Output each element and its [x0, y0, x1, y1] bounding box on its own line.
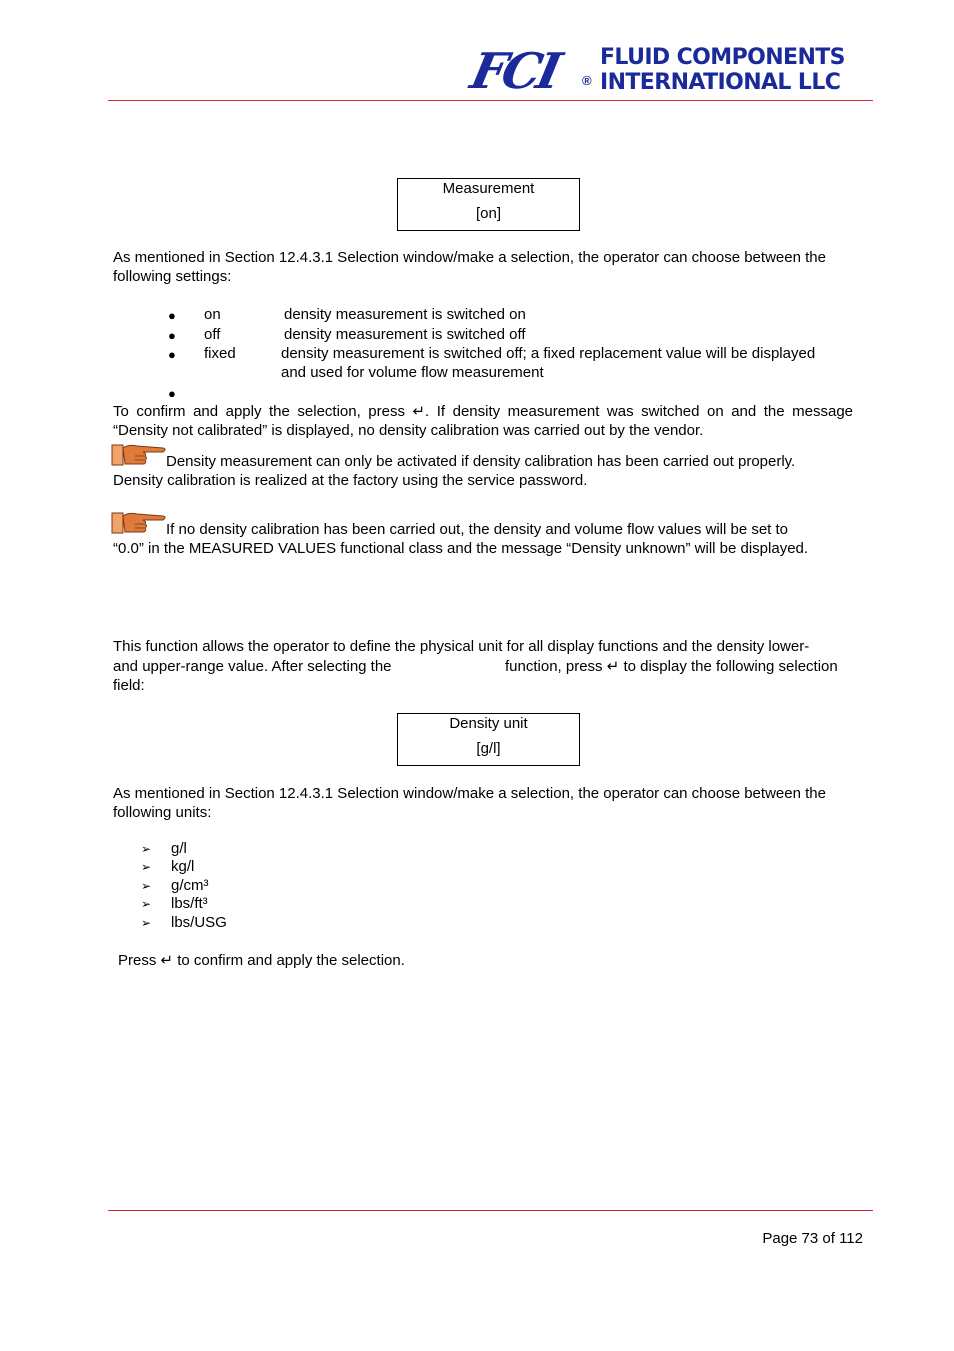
bullet-dot-icon: ● — [168, 328, 176, 343]
company-name-line2: INTERNATIONAL LLC — [600, 70, 841, 95]
unit-intro-line2a: and upper-range value. After selecting the — [113, 658, 392, 675]
display-line2: [g/l] — [476, 740, 501, 757]
bullet-dot-icon: ● — [168, 386, 176, 401]
unit-item: lbs/USG — [171, 914, 227, 931]
page-number: Page 73 of 112 — [762, 1230, 863, 1247]
note1-line1: Density measurement can only be activated if density calibration has been carried out properly. — [166, 453, 796, 470]
option-desc: density measurement is switched off; a fixed replacement value will be displayed — [281, 345, 816, 362]
arrow-bullet-icon: ➢ — [141, 916, 152, 930]
density-unit-display-box — [397, 713, 580, 766]
units-intro: As mentioned in Section 12.4.3.1 Selection window/make a selection, the operator can choose between the following units: — [113, 785, 826, 821]
note2-line2: “0.0” in the MEASURED VALUES functional class and the message “Density unknown” will be displayed. — [113, 540, 809, 557]
bullet-dot-icon: ● — [168, 347, 176, 362]
unit-item: g/cm³ — [171, 877, 209, 894]
arrow-bullet-icon: ➢ — [141, 897, 152, 911]
fci-logo — [465, 42, 872, 100]
unit-item: lbs/ft³ — [171, 895, 208, 912]
unit-item: kg/l — [171, 858, 195, 875]
arrow-bullet-icon: ➢ — [141, 860, 152, 874]
unit-intro-line1: This function allows the operator to define the physical unit for all display functions and the density lower- — [113, 638, 810, 655]
bullet-dot-icon: ● — [168, 308, 176, 323]
header-rule — [108, 100, 873, 101]
arrow-bullet-icon: ➢ — [141, 879, 152, 893]
pointing-hand-icon — [111, 442, 168, 468]
unit-intro-line3: field: — [113, 677, 145, 694]
display-line2: [on] — [475, 205, 502, 222]
measurement-display-box — [397, 178, 580, 231]
option-name: on — [204, 306, 221, 323]
option-name: off — [204, 326, 221, 343]
footer-rule — [108, 1210, 873, 1211]
option-name: fixed — [204, 345, 236, 362]
display-line1: Measurement — [442, 180, 535, 197]
registered-mark: ® — [582, 73, 592, 88]
pointing-hand-icon — [111, 510, 168, 536]
unit-confirm-text: Press ↵ to confirm and apply the selection. — [118, 952, 405, 969]
note1-line2: Density calibration is realized at the factory using the service password. — [113, 472, 588, 489]
option-desc: density measurement is switched on — [284, 306, 526, 323]
arrow-bullet-icon: ➢ — [141, 842, 152, 856]
unit-item: g/l — [171, 840, 187, 857]
option-desc-continued: and used for volume flow measurement — [281, 364, 544, 381]
logo-mark: FCI — [465, 42, 563, 100]
option-desc: density measurement is switched off — [284, 326, 526, 343]
settings-intro: As mentioned in Section 12.4.3.1 Selection window/make a selection, the operator can choose between the following settings: — [113, 249, 826, 285]
confirm-text: To confirm and apply the selection, press ↵. If density measurement was switched on and the message “Density not calibrated” is displayed, no density calibration was carried out by the vendor. — [113, 403, 853, 439]
note2-line1: If no density calibration has been carried out, the density and volume flow values will be set to — [166, 521, 789, 538]
display-line1: Density unit — [449, 715, 528, 732]
company-name-line1: FLUID COMPONENTS — [600, 45, 845, 70]
unit-intro-line2b: function, press ↵ to display the following selection — [505, 658, 838, 675]
